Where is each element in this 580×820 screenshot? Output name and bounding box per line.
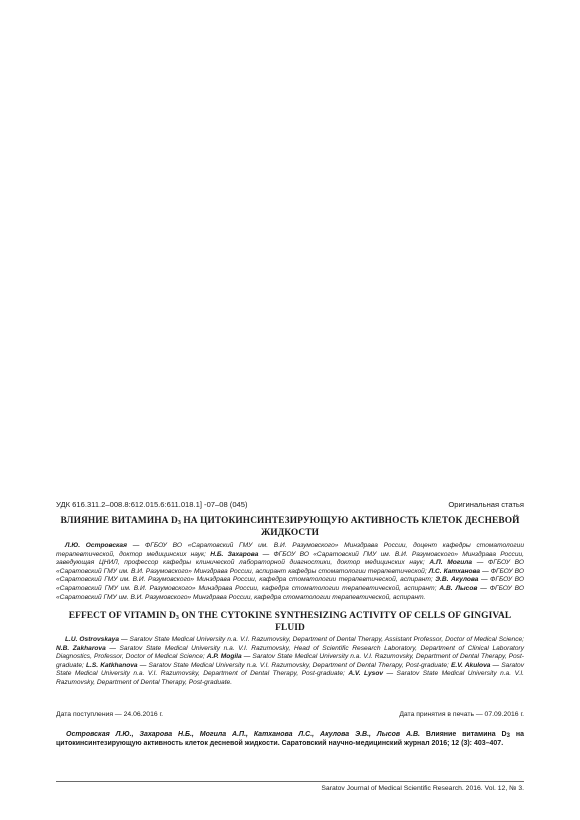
received-date: Дата поступления — 24.06.2016 г. [56, 711, 164, 718]
citation [56, 730, 524, 748]
author-name: Л.Ю. Островская [65, 542, 127, 549]
journal-footer: Saratov Journal of Medical Scientific Research. 2016. Vol. 12, № 3. [321, 785, 524, 792]
author-name: A.P. Mogila [206, 653, 242, 661]
author-affiliation: — ФГБОУ ВО «Саратовский ГМУ им. В.И. Разумовского» Минздрава России, заведующая ЦНИЛ, профессор кафедры клинической лабораторной диагностики, доктор медицинских наук; [56, 550, 524, 567]
author-name: Э.В. Акулова [435, 576, 479, 584]
title-ru [56, 516, 524, 539]
author-name: A.V. Lysov [348, 670, 384, 678]
author-affiliation: — ФГБОУ ВО «Саратовский ГМУ им. В.И. Разумовского» Минздрава России, кафедра стоматологии терапевтической, аспирант; [56, 567, 524, 584]
author-affiliation: — Saratov State Medical University n.a. V.I. Razumovsky, Department of Dental Therapy, Post-graduate. [56, 670, 524, 686]
citation-title-part2: на цитокинсинтезирующую активность клеток десневой жидкости. Саратовский научно-медицинский журнал 2016; 12 (3): 403–407. [56, 731, 524, 747]
title-ru-subscript: 3 [177, 520, 181, 526]
citation-subscript: 3 [506, 733, 510, 739]
udk-code: УДК 616.311.2–008.8:612.015.6:611.018.1] -07–08 (045) [56, 500, 248, 509]
author-name: Н.Б. Захарова [210, 550, 259, 558]
author-affiliation: — ФГБОУ ВО «Саратовский ГМУ им. В.И. Разумовского» Минздрава России, кафедра стоматологии терапевтической, аспирант. [56, 584, 524, 601]
author-name: L.U. Ostrovskaya [65, 636, 120, 643]
title-ru-part1: ВЛИЯНИЕ ВИТАМИНА D [60, 516, 178, 526]
article-type: Оригинальная статья [448, 500, 524, 509]
author-affiliation: — ФГБОУ ВО «Саратовский ГМУ им. В.И. Разумовского» Минздрава России, доцент кафедры стоматологии терапевтической, доктор медицинских наук; [56, 542, 524, 558]
footer-divider [56, 781, 524, 782]
article-header [56, 500, 524, 512]
author-name: N.B. Zakharova [56, 644, 106, 652]
citation-authors: Островская Л.Ю., Захарова Н.Б., Могила А.П., Катханова Л.С., Акулова Э.В., Лысов А.В. [66, 731, 420, 738]
author-name: Л.С. Катханова [428, 567, 481, 575]
title-en-part1: EFFECT OF VITAMIN D [68, 611, 176, 621]
author-name: А.П. Могила [429, 559, 473, 567]
author-affiliation: — ФГБОУ ВО «Саратовский ГМУ им. В.И. Разумовского» Минздрава России, аспирант кафедры стоматологии терапевтической; [56, 559, 524, 575]
article-dates [56, 711, 524, 721]
author-affiliation: — Saratov State Medical University n.a. V.I. Razumovsky, Department of Dental Therapy, Assistant Professor, Doctor of Medical Science; [119, 636, 524, 643]
authors-ru [56, 542, 524, 602]
citation-title-part1: Влияние витамина D [420, 731, 507, 738]
author-affiliation: — Saratov State Medical University n.a. V.I. Razumovsky, Department of Dental Therapy, Post-graduate; [137, 661, 452, 669]
title-en-part2: ON THE CYTOKINE SYNTHESIZING ACTIVITY OF CELLS OF GINGIVAL FLUID [178, 611, 512, 633]
author-affiliation: — ФГБОУ ВО «Саратовский ГМУ им. В.И. Разумовского» Минздрава России, кафедра стоматологии терапевтической, аспирант; [56, 576, 524, 592]
title-en [56, 611, 524, 634]
authors-en [56, 636, 524, 688]
author-name: А.В. Лысов [439, 584, 478, 592]
title-en-subscript: 3 [175, 615, 179, 621]
author-name: E.V. Akulova [451, 661, 491, 669]
title-ru-part2: НА ЦИТОКИНСИНТЕЗИРУЮЩУЮ АКТИВНОСТЬ КЛЕТОК ДЕСНЕВОЙ ЖИДКОСТИ [180, 516, 520, 538]
author-affiliation: — Saratov State Medical University n.a. V.I. Razumovsky, Head of Scientific Research Laboratory, Department of Clinical Laboratory Diagnostics, Professor, Doctor of Medical Science; [56, 644, 524, 661]
author-affiliation: — Saratov State Medical University n.a. V.I. Razumovsky, Department of Dental Therapy, Post-graduate; [56, 661, 524, 678]
author-name: L.S. Katkhanova [86, 661, 138, 669]
author-affiliation: — Saratov State Medical University n.a. V.I. Razumovsky, Department of Dental Therapy, Post-graduate; [56, 653, 525, 669]
accepted-date: Дата принятия в печать — 07.09.2016 г. [399, 711, 524, 718]
